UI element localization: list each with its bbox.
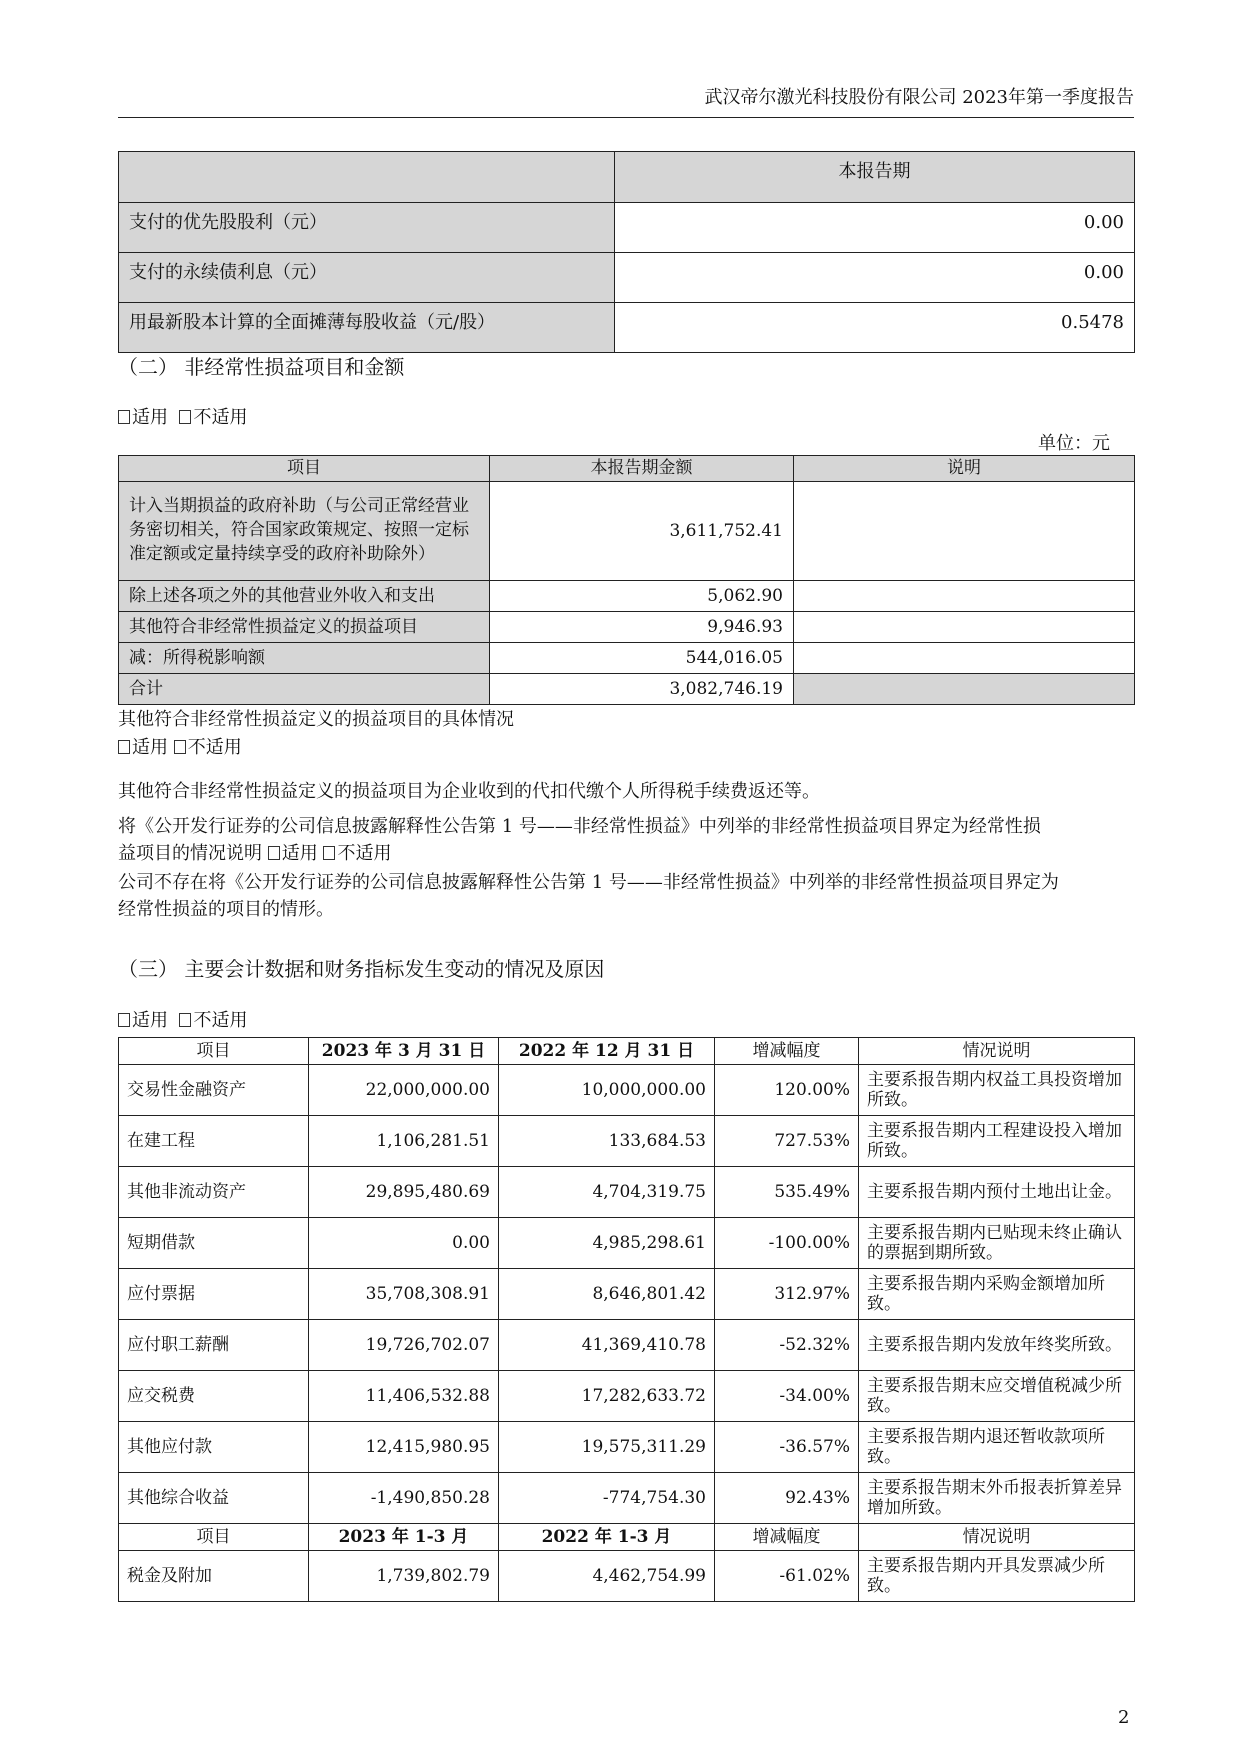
row-item: 应付票据 (119, 1269, 309, 1320)
financial-changes-body (119, 1065, 1135, 1524)
row-item: 应付职工薪酬 (119, 1320, 309, 1371)
table-row-amount: 5,062.90 (490, 581, 794, 612)
applicable-label: 适用 (132, 407, 168, 428)
table-row-amount: 3,082,746.19 (490, 674, 794, 705)
row-value-prior: -774,754.30 (499, 1473, 715, 1524)
row-value-prior: 10,000,000.00 (499, 1065, 715, 1116)
row-change-pct: 312.97% (715, 1269, 859, 1320)
row-item: 其他综合收益 (119, 1473, 309, 1524)
row-note: 主要系报告期内发放年终奖所致。 (859, 1320, 1135, 1371)
row-change-pct: -61.02% (715, 1551, 859, 1602)
row-note: 主要系报告期内工程建设投入增加所致。 (859, 1116, 1135, 1167)
col-header-2022-q1: 2022 年 1-3 月 (499, 1524, 715, 1551)
reclass-line-2-text: 益项目的情况说明 (118, 843, 262, 864)
table-row (119, 1269, 1135, 1320)
row-note: 主要系报告期内采购金额增加所致。 (859, 1269, 1135, 1320)
row-value-current: 12,415,980.95 (309, 1422, 499, 1473)
checkbox-checked-icon (118, 740, 130, 754)
row-value: 0.5478 (615, 303, 1135, 353)
checkbox-icon (179, 1013, 191, 1027)
row-value-prior: 19,575,311.29 (499, 1422, 715, 1473)
row-change-pct: -36.57% (715, 1422, 859, 1473)
row-value-current: 0.00 (309, 1218, 499, 1269)
row-value-current: 1,106,281.51 (309, 1116, 499, 1167)
row-change-pct: -52.32% (715, 1320, 859, 1371)
not-applicable-label: 不适用 (193, 407, 248, 428)
not-applicable-label: 不适用 (187, 737, 242, 758)
row-change-pct: 727.53% (715, 1116, 859, 1167)
row-value-current: 1,739,802.79 (309, 1551, 499, 1602)
table-row (119, 1473, 1135, 1524)
table-row (119, 1320, 1135, 1371)
non-recurring-items-table (118, 455, 1135, 705)
row-value-prior: 41,369,410.78 (499, 1320, 715, 1371)
row-note: 主要系报告期内预付土地出让金。 (859, 1167, 1135, 1218)
row-item: 应交税费 (119, 1371, 309, 1422)
page-number: 2 (1118, 1707, 1130, 1728)
table-row (119, 1422, 1135, 1473)
row-value-prior: 17,282,633.72 (499, 1371, 715, 1422)
row-change-pct: -34.00% (715, 1371, 859, 1422)
row-value-current: 35,708,308.91 (309, 1269, 499, 1320)
col-header-note: 说明 (794, 456, 1135, 482)
col-header-amount: 本报告期金额 (490, 456, 794, 482)
col-header-item: 项目 (119, 1038, 309, 1065)
row-value-current: 22,000,000.00 (309, 1065, 499, 1116)
row-note: 主要系报告期内权益工具投资增加所致。 (859, 1065, 1135, 1116)
row-change-pct: 92.43% (715, 1473, 859, 1524)
row-value: 0.00 (615, 253, 1135, 303)
row-value-prior: 4,704,319.75 (499, 1167, 715, 1218)
applicability-row-other (118, 736, 242, 759)
checkbox-checked-icon (323, 846, 335, 860)
table-row (119, 1167, 1135, 1218)
col-header-2023-q1: 2023 年 1-3 月 (309, 1524, 499, 1551)
table-row-note (794, 674, 1135, 705)
row-value-prior: 4,462,754.99 (499, 1551, 715, 1602)
row-item: 其他非流动资产 (119, 1167, 309, 1218)
row-item: 税金及附加 (119, 1551, 309, 1602)
page-header: 武汉帝尔激光科技股份有限公司 2023年第一季度报告 (118, 86, 1134, 118)
reclass-line-2 (118, 842, 391, 865)
row-value: 0.00 (615, 203, 1135, 253)
row-note: 主要系报告期内退还暂收款项所致。 (859, 1422, 1135, 1473)
table-row-note (794, 482, 1135, 581)
financial-changes-table (118, 1037, 1135, 1602)
empty-header-cell (119, 152, 615, 203)
applicability-row-2 (118, 406, 247, 429)
other-items-description: 其他符合非经常性损益定义的损益项目为企业收到的代扣代缴个人所得税手续费返还等。 (118, 781, 820, 802)
applicable-label: 适用 (281, 843, 318, 864)
row-note: 主要系报告期内开具发票减少所致。 (859, 1551, 1135, 1602)
table-row-amount: 3,611,752.41 (490, 482, 794, 581)
row-value-prior: 4,985,298.61 (499, 1218, 715, 1269)
income-changes-body (119, 1551, 1135, 1602)
checkbox-checked-icon (118, 410, 130, 424)
table-row-amount: 9,946.93 (490, 612, 794, 643)
other-items-title: 其他符合非经常性损益定义的损益项目的具体情况 (118, 709, 514, 730)
section3-title: （三） 主要会计数据和财务指标发生变动的情况及原因 (118, 957, 605, 981)
table-row-note (794, 581, 1135, 612)
row-label: 用最新股本计算的全面摊薄每股收益（元/股） (119, 303, 615, 353)
row-note: 主要系报告期末外币报表折算差异增加所致。 (859, 1473, 1135, 1524)
row-value-prior: 8,646,801.42 (499, 1269, 715, 1320)
row-note: 主要系报告期末应交增值税减少所致。 (859, 1371, 1135, 1422)
table-row (119, 1065, 1135, 1116)
row-value-prior: 133,684.53 (499, 1116, 715, 1167)
col-header-change: 增减幅度 (715, 1038, 859, 1065)
row-change-pct: -100.00% (715, 1218, 859, 1269)
not-applicable-label: 不适用 (337, 843, 392, 864)
table-row-item: 合计 (119, 674, 490, 705)
row-item: 交易性金融资产 (119, 1065, 309, 1116)
table-row-note (794, 612, 1135, 643)
row-label: 支付的永续债利息（元） (119, 253, 615, 303)
col-header-note: 情况说明 (859, 1038, 1135, 1065)
row-item: 短期借款 (119, 1218, 309, 1269)
col-header-item: 项目 (119, 456, 490, 482)
row-value-current: 11,406,532.88 (309, 1371, 499, 1422)
col-header-current-period: 本报告期 (615, 152, 1135, 203)
section2-title: （二） 非经常性损益项目和金额 (118, 355, 405, 379)
applicable-label: 适用 (132, 737, 168, 758)
row-change-pct: 535.49% (715, 1167, 859, 1218)
table-row (119, 1116, 1135, 1167)
row-note: 主要系报告期内已贴现未终止确认的票据到期所致。 (859, 1218, 1135, 1269)
row-value-current: 19,726,702.07 (309, 1320, 499, 1371)
applicability-row-3 (118, 1009, 247, 1032)
checkbox-icon (268, 846, 280, 860)
col-header-2023: 2023 年 3 月 31 日 (309, 1038, 499, 1065)
checkbox-icon (174, 740, 186, 754)
row-item: 在建工程 (119, 1116, 309, 1167)
col-header-item: 项目 (119, 1524, 309, 1551)
row-label: 支付的优先股股利（元） (119, 203, 615, 253)
checkbox-icon (179, 410, 191, 424)
table-row-note (794, 643, 1135, 674)
row-change-pct: 120.00% (715, 1065, 859, 1116)
applicable-label: 适用 (132, 1010, 168, 1031)
unit-label: 单位：元 (1038, 433, 1110, 454)
reclass-line-1: 将《公开发行证券的公司信息披露解释性公告第 1 号——非经常性损益》中列举的非经常性损益项目界定为经常性损 (118, 816, 1041, 837)
table-row-item: 计入当期损益的政府补助（与公司正常经营业务密切相关，符合国家政策规定、按照一定标准定额或定量持续享受的政府补助除外） (119, 482, 490, 581)
table-row (119, 1551, 1135, 1602)
table-row (119, 1218, 1135, 1269)
reclass-desc-1: 公司不存在将《公开发行证券的公司信息披露解释性公告第 1 号——非经常性损益》中列举的非经常性损益项目界定为 (118, 872, 1059, 893)
table-row-item: 减：所得税影响额 (119, 643, 490, 674)
table-row (119, 1371, 1135, 1422)
table-row-amount: 544,016.05 (490, 643, 794, 674)
col-header-note: 情况说明 (859, 1524, 1135, 1551)
checkbox-checked-icon (118, 1013, 130, 1027)
per-share-table (118, 151, 1135, 353)
table-row-item: 除上述各项之外的其他营业外收入和支出 (119, 581, 490, 612)
row-value-current: -1,490,850.28 (309, 1473, 499, 1524)
row-value-current: 29,895,480.69 (309, 1167, 499, 1218)
col-header-change: 增减幅度 (715, 1524, 859, 1551)
reclass-desc-2: 经常性损益的项目的情形。 (118, 899, 334, 920)
col-header-2022: 2022 年 12 月 31 日 (499, 1038, 715, 1065)
not-applicable-label: 不适用 (193, 1010, 248, 1031)
row-item: 其他应付款 (119, 1422, 309, 1473)
table-row-item: 其他符合非经常性损益定义的损益项目 (119, 612, 490, 643)
